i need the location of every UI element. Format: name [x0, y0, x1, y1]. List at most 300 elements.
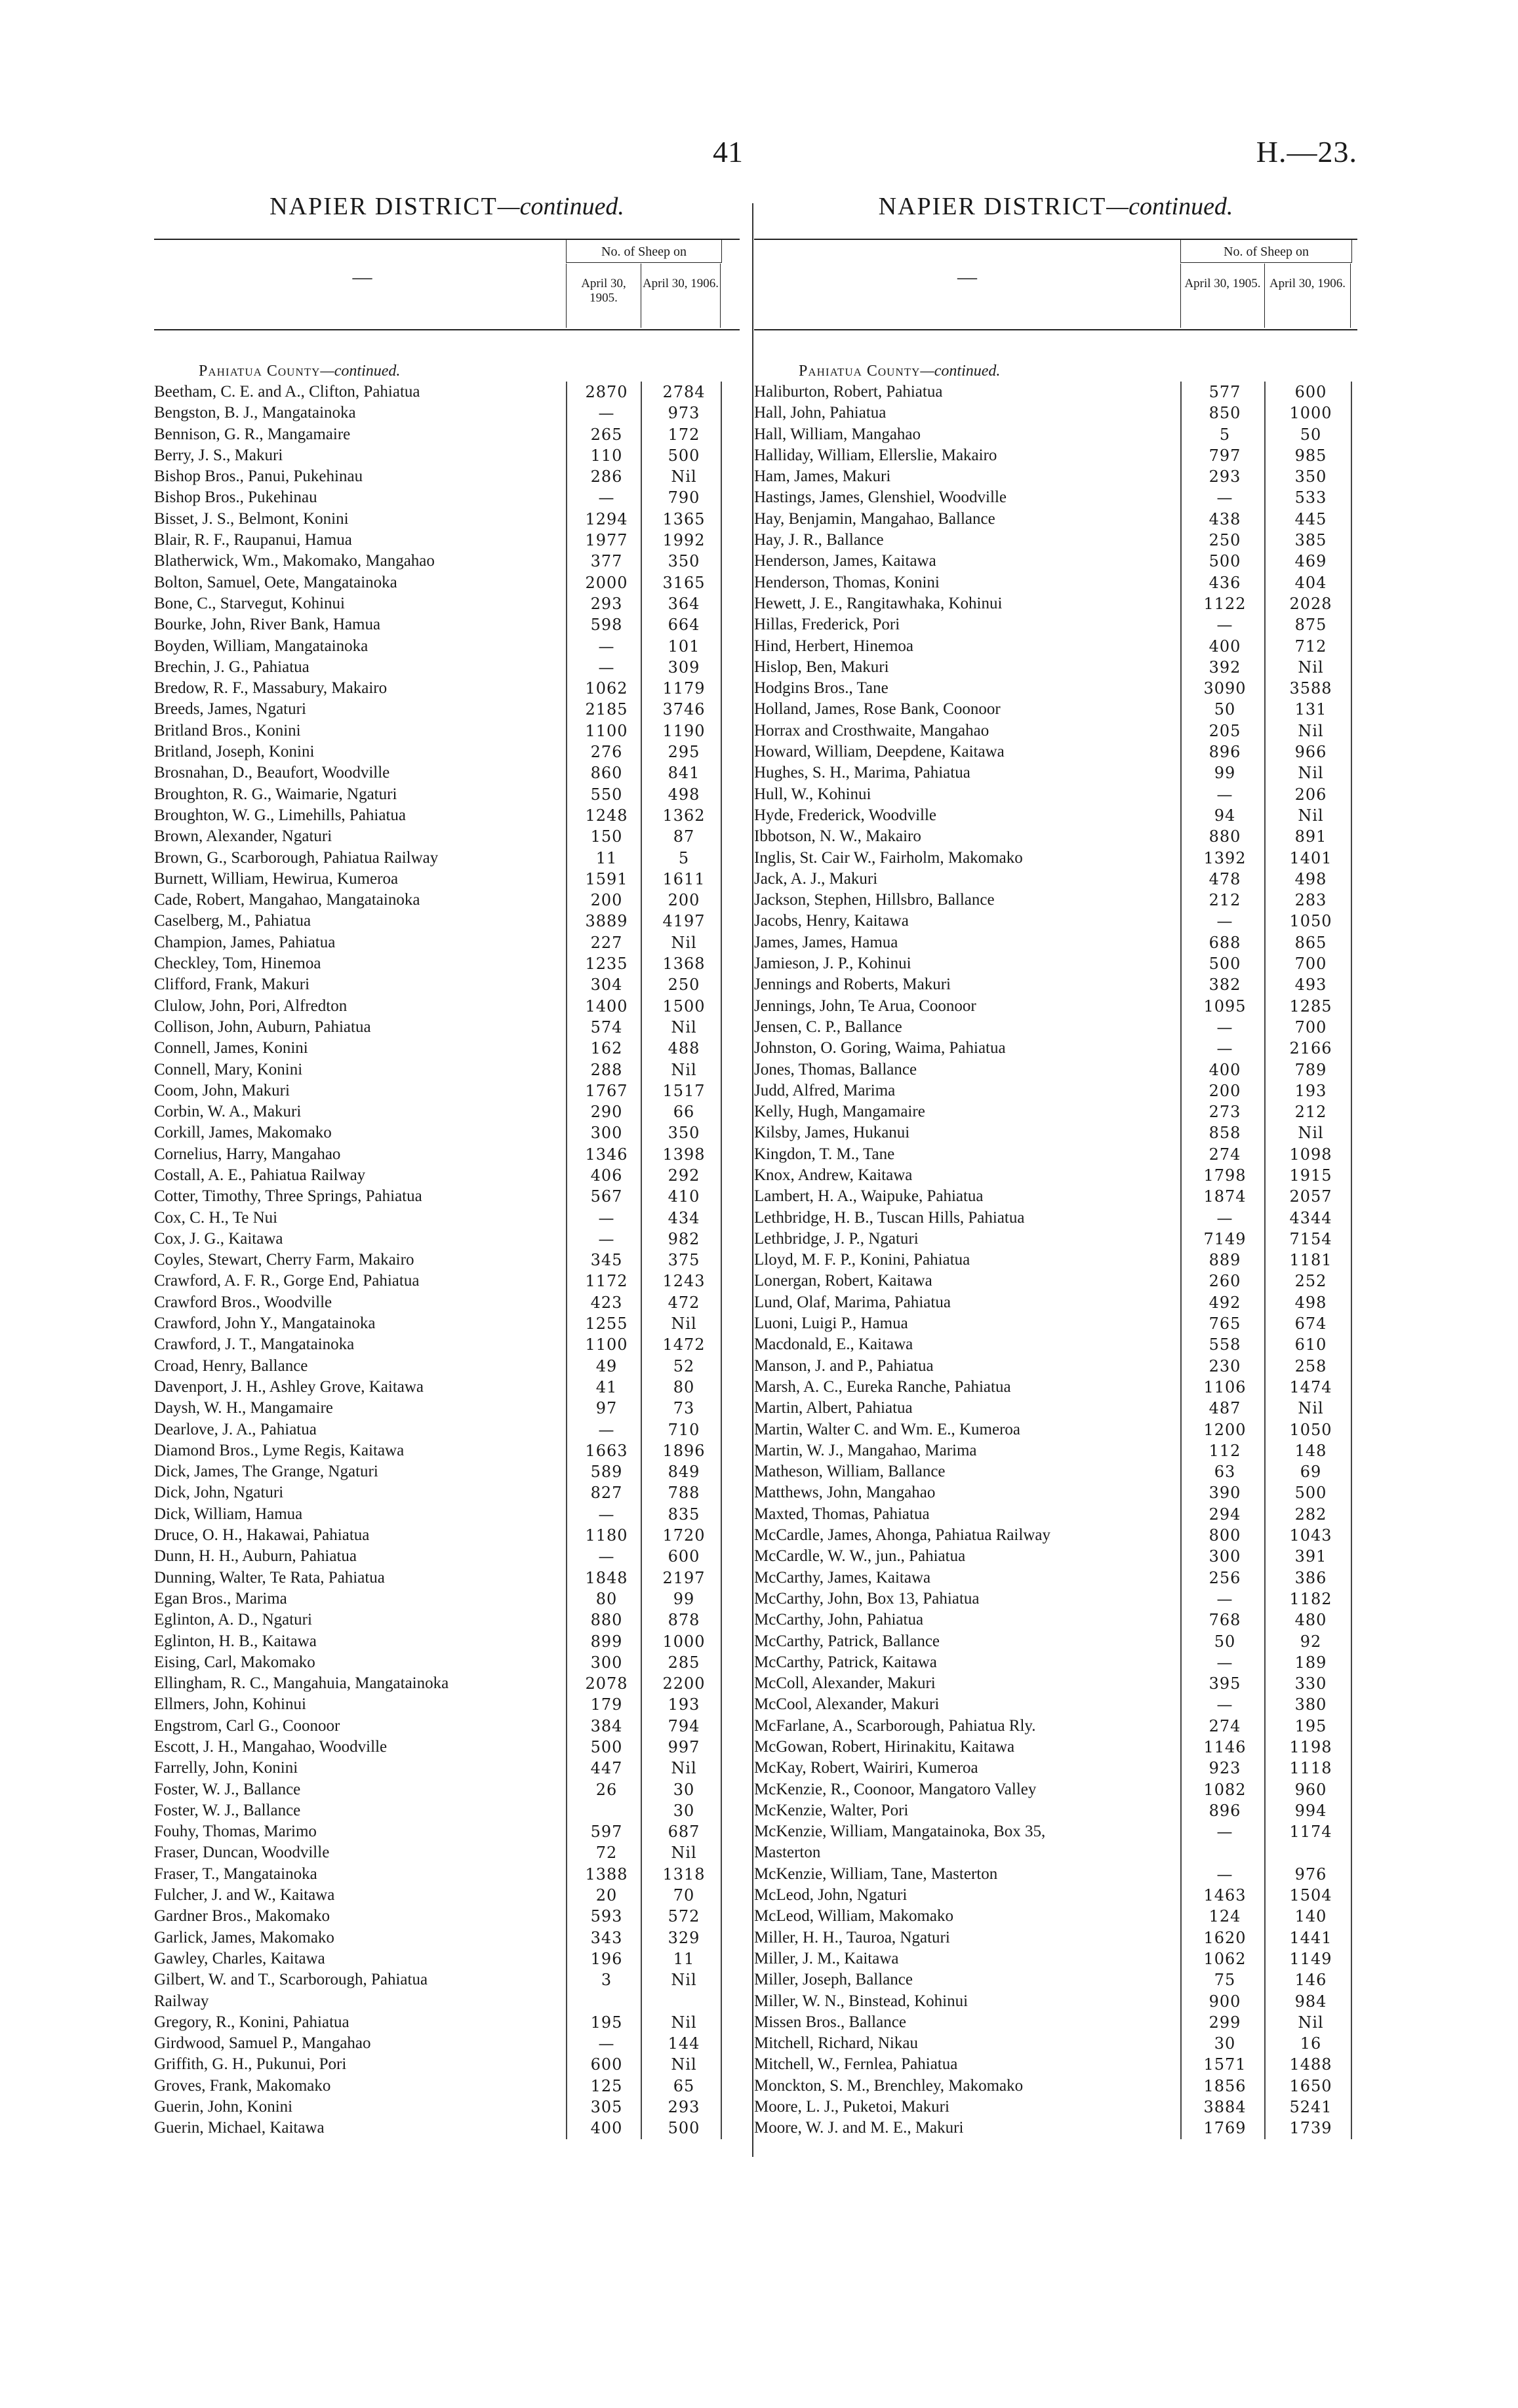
owner-name: Hastings, James, Glenshiel, Woodville: [754, 488, 1007, 507]
sheep-1905: —: [1216, 1695, 1233, 1714]
table-row: [154, 1885, 740, 1906]
sheep-1906: Nil: [671, 2055, 697, 2074]
sheep-1905: 1346: [585, 1145, 628, 1164]
table-row: [754, 1631, 1357, 1652]
sheep-1906: 1179: [662, 679, 706, 698]
sheep-1905: 30: [1214, 2034, 1236, 2053]
sheep-1905: 1388: [585, 1865, 628, 1884]
sheep-1905: 1798: [1203, 1166, 1247, 1185]
owner-name: Eglinton, H. B., Kaitawa: [154, 1632, 317, 1650]
sheep-1906: Nil: [1298, 1399, 1324, 1418]
sheep-1906: Nil: [1298, 721, 1324, 740]
sheep-1905: 1095: [1203, 997, 1247, 1016]
sheep-1906: Nil: [1298, 1124, 1324, 1143]
header-dash: —: [957, 266, 977, 288]
table-row: [754, 1716, 1357, 1737]
table-row: [154, 826, 740, 847]
table-row: [154, 1461, 740, 1482]
table-row: [754, 657, 1357, 678]
owner-name: Manson, J. and P., Pahiatua: [754, 1356, 934, 1375]
sheep-1906: 1149: [1289, 1949, 1332, 1968]
owner-name: Guerin, Michael, Kaitawa: [154, 2119, 325, 2137]
table-row: [154, 1017, 740, 1038]
sheep-1905: 487: [1208, 1399, 1241, 1418]
sheep-1905: 7149: [1203, 1229, 1247, 1248]
table-row: [754, 2076, 1357, 2097]
sheep-1905: 384: [590, 1716, 623, 1735]
sheep-1905: 63: [1214, 1463, 1236, 1482]
sheep-1905: 286: [590, 467, 623, 486]
sheep-1906: 498: [1294, 869, 1327, 888]
sheep-1906: 385: [1294, 531, 1327, 550]
table-row: [754, 1821, 1357, 1842]
sheep-1906: 488: [668, 1039, 700, 1058]
sheep-1905: —: [1216, 912, 1233, 931]
sheep-1906: 144: [668, 2034, 700, 2053]
sheep-1905: —: [598, 637, 615, 656]
table-row: [154, 1038, 740, 1059]
owner-name: Coyles, Stewart, Cherry Farm, Makairo: [154, 1251, 414, 1269]
table-row: [754, 1080, 1357, 1101]
sheep-1906: 1181: [1289, 1251, 1332, 1270]
table-row: [154, 1800, 740, 1821]
table-row: [754, 1017, 1357, 1038]
header-april-1906: April 30, 1906.: [1264, 264, 1351, 328]
sheep-1906: Nil: [671, 1060, 697, 1079]
owner-name: Bishop Bros., Panui, Pukehinau: [154, 467, 363, 486]
sheep-1906: 1043: [1289, 1526, 1332, 1545]
table-row: [754, 382, 1357, 403]
owner-name: McCardle, James, Ahonga, Pahiatua Railway: [754, 1526, 1050, 1545]
sheep-1906: 1050: [1289, 912, 1332, 931]
table-row: [154, 932, 740, 953]
sheep-1905: 300: [590, 1653, 623, 1672]
table-row: [154, 1271, 740, 1292]
sheep-1905: 492: [1208, 1293, 1241, 1312]
sheep-1906: 1441: [1289, 1928, 1332, 1947]
table-row: [154, 1080, 740, 1101]
column-title: NAPIER DISTRICT—continued.: [878, 193, 1233, 220]
owner-name: Kilsby, James, Hukanui: [754, 1124, 910, 1142]
sheep-1905: 3884: [1203, 2098, 1247, 2117]
owner-name: McLeod, John, Ngaturi: [754, 1886, 908, 1905]
owner-name: Clifford, Frank, Makuri: [154, 976, 310, 994]
owner-name: Missen Bros., Ballance: [754, 2013, 906, 2031]
sheep-1906: 687: [668, 1823, 700, 1842]
table-row: [754, 2033, 1357, 2054]
table-row: [154, 1779, 740, 1800]
sheep-1906: Nil: [671, 1759, 697, 1778]
sheep-1905: 889: [1208, 1251, 1241, 1270]
sheep-1906: Nil: [671, 1017, 697, 1036]
sheep-1905: 3: [601, 1971, 612, 1990]
sheep-1905: 99: [1214, 764, 1236, 783]
sheep-1906: 841: [668, 764, 700, 783]
table-row: [154, 1631, 740, 1652]
owner-name: Ellingham, R. C., Mangahuia, Mangatainoka: [154, 1674, 449, 1693]
owner-name: Bredow, R. F., Massabury, Makairo: [154, 679, 388, 698]
sheep-1906: 380: [1294, 1695, 1327, 1714]
owner-name: McKenzie, Walter, Pori: [754, 1801, 909, 1819]
sheep-1906: 330: [1294, 1674, 1327, 1693]
sheep-1905: 574: [590, 1017, 623, 1036]
sheep-1906: 1474: [1289, 1377, 1332, 1396]
owner-name: Berry, J. S., Makuri: [154, 446, 283, 464]
owner-name: Broughton, W. G., Limehills, Pahiatua: [154, 806, 407, 824]
sheep-1905: —: [598, 1208, 615, 1227]
owner-name: McLeod, William, Makomako: [754, 1907, 954, 1925]
sheep-1905: 97: [595, 1399, 618, 1418]
sheep-1905: 1248: [585, 806, 628, 825]
owner-name: Macdonald, E., Kaitawa: [754, 1335, 913, 1354]
sheep-1905: 72: [595, 1844, 618, 1863]
sheep-1906: Nil: [1298, 658, 1324, 677]
owner-name: Jones, Thomas, Ballance: [754, 1060, 917, 1078]
sheep-1906: 3165: [662, 573, 706, 592]
table-row: [754, 636, 1357, 657]
sheep-1905: 343: [590, 1928, 623, 1947]
owner-name: Bourke, John, River Bank, Hamua: [154, 616, 381, 634]
owner-name: Collison, John, Auburn, Pahiatua: [154, 1017, 371, 1036]
owner-name: Lethbridge, J. P., Ngaturi: [754, 1229, 919, 1248]
owner-name: Britland, Joseph, Konini: [154, 743, 315, 761]
sheep-1905: —: [598, 404, 615, 423]
sheep-1905: 3889: [585, 912, 628, 931]
table-row: [154, 1609, 740, 1630]
table-row: [154, 1758, 740, 1779]
sheep-1906: 1362: [662, 806, 706, 825]
sheep-1906: 189: [1294, 1653, 1327, 1672]
sheep-1906: 65: [673, 2076, 695, 2095]
table-row: [154, 487, 740, 508]
table-row: [754, 1758, 1357, 1779]
sheep-1905: 896: [1208, 743, 1241, 762]
sheep-1905: 392: [1208, 658, 1241, 677]
sheep-1905: 1769: [1203, 2119, 1247, 2138]
sheep-1905: —: [1216, 1589, 1233, 1608]
owner-name: Corbin, W. A., Makuri: [154, 1103, 302, 1121]
owner-name: Johnston, O. Goring, Waima, Pahiatua: [754, 1039, 1006, 1057]
owner-name: Dick, William, Hamua: [154, 1505, 303, 1523]
sheep-1905: 274: [1208, 1145, 1241, 1164]
sheep-1905: 1294: [585, 509, 628, 528]
left-column: [154, 190, 740, 2139]
sheep-1906: 4197: [662, 912, 706, 931]
owner-name: Hay, J. R., Ballance: [754, 531, 884, 549]
sheep-1905: 276: [590, 743, 623, 762]
owner-name: Gawley, Charles, Kaitawa: [154, 1949, 325, 1967]
owner-name: Kingdon, T. M., Tane: [754, 1145, 895, 1163]
table-row: [154, 2012, 740, 2033]
owner-name: Egan Bros., Marima: [154, 1589, 287, 1608]
sheep-1906: 1915: [1289, 1166, 1332, 1185]
table-row: [154, 2076, 740, 2097]
sheep-1906: 1050: [1289, 1420, 1332, 1439]
owner-name: Bennison, G. R., Mangamaire: [154, 425, 351, 443]
column-rule: [1180, 382, 1182, 2139]
county-heading: Pahiatua County—continued.: [199, 363, 401, 380]
owner-name: Bolton, Samuel, Oete, Mangatainoka: [154, 573, 397, 591]
table-row: [754, 2097, 1357, 2118]
owner-name: McFarlane, A., Scarborough, Pahiatua Rly.: [754, 1716, 1036, 1735]
table-row: [754, 699, 1357, 720]
owner-name: Hislop, Ben, Makuri: [754, 658, 889, 676]
table-row: [154, 657, 740, 678]
sheep-1906: 30: [673, 1801, 695, 1820]
sheep-1906: 700: [1294, 1017, 1327, 1036]
table-row: [154, 848, 740, 869]
owner-name: Connell, Mary, Konini: [154, 1060, 303, 1078]
sheep-1905: 260: [1208, 1272, 1241, 1291]
owner-name: Diamond Bros., Lyme Regis, Kaitawa: [154, 1441, 405, 1459]
table-row: [754, 890, 1357, 911]
owner-name: Lonergan, Robert, Kaitawa: [754, 1272, 932, 1290]
table-row: [754, 2118, 1357, 2139]
owner-name: McKenzie, R., Coonoor, Mangatoro Valley: [754, 1780, 1037, 1798]
owner-name: Lethbridge, H. B., Tuscan Hills, Pahiatua: [754, 1208, 1025, 1227]
sheep-1906: 1720: [662, 1526, 706, 1545]
owner-name: Matheson, William, Ballance: [754, 1463, 946, 1481]
owner-name: Henderson, James, Kaitawa: [754, 552, 936, 570]
sheep-1906: 674: [1294, 1314, 1327, 1333]
owner-name: Judd, Alfred, Marima: [754, 1081, 896, 1099]
sheep-1905: 1106: [1203, 1377, 1247, 1396]
table-row: [754, 551, 1357, 572]
sheep-1905: 423: [590, 1293, 623, 1312]
owner-name: Broughton, R. G., Waimarie, Ngaturi: [154, 785, 397, 803]
table-row: [754, 1546, 1357, 1567]
sheep-1906: 206: [1294, 785, 1327, 804]
sheep-1905: —: [598, 1229, 615, 1248]
sheep-1905: —: [598, 1420, 615, 1439]
table-row: [754, 572, 1357, 593]
sheep-1905: 256: [1208, 1568, 1241, 1587]
sheep-1905: 382: [1208, 976, 1241, 995]
sheep-1906: 258: [1294, 1356, 1327, 1375]
table-row: [154, 2033, 740, 2054]
table-row: [754, 1419, 1357, 1440]
owner-name: Martin, Albert, Pahiatua: [754, 1399, 913, 1417]
sheep-1905: 880: [1208, 827, 1241, 846]
sheep-1905: —: [1216, 1017, 1233, 1036]
owner-name: Kelly, Hugh, Mangamaire: [754, 1103, 925, 1121]
sheep-1906: 5241: [1289, 2098, 1332, 2117]
table-row: [154, 1969, 740, 1990]
sheep-1905: 1856: [1203, 2076, 1247, 2095]
sheep-1905: 150: [590, 827, 623, 846]
sheep-1906: 973: [668, 404, 700, 423]
sheep-1905: 290: [590, 1103, 623, 1122]
sheep-1906: 712: [1294, 637, 1327, 656]
owner-name: Garlick, James, Makomako: [154, 1928, 334, 1946]
table-row: [154, 1821, 740, 1842]
sheep-1906: 700: [1294, 955, 1327, 974]
table-row: [754, 1356, 1357, 1377]
sheep-1905: 395: [1208, 1674, 1241, 1693]
sheep-1906: 664: [668, 616, 700, 635]
sheep-1906: 87: [673, 827, 695, 846]
owner-name: Crawford, J. T., Mangatainoka: [154, 1335, 355, 1354]
table-row: [154, 953, 740, 974]
sheep-1906: 66: [673, 1103, 695, 1122]
header-april-1906: April 30, 1906.: [641, 264, 721, 328]
sheep-1905: 124: [1208, 1907, 1241, 1926]
table-row: [154, 1589, 740, 1609]
owner-name: Mitchell, W., Fernlea, Pahiatua: [754, 2055, 958, 2074]
table-row: [754, 2054, 1357, 2075]
sheep-1906: 835: [668, 1505, 700, 1524]
sheep-1905: 593: [590, 1907, 623, 1926]
sheep-1906: 404: [1294, 573, 1327, 592]
owner-name: Druce, O. H., Hakawai, Pahiatua: [154, 1526, 370, 1545]
sheep-1905: 1663: [585, 1441, 628, 1460]
owner-name: Dick, John, Ngaturi: [154, 1484, 284, 1502]
table-row: [754, 1673, 1357, 1694]
owner-name: Fouhy, Thomas, Marimo: [154, 1823, 317, 1841]
sheep-1906: 1739: [1289, 2119, 1332, 2138]
column-title: NAPIER DISTRICT—continued.: [270, 193, 624, 220]
owner-name: Hillas, Frederick, Pori: [754, 616, 900, 634]
owner-name: Escott, J. H., Mangahao, Woodville: [154, 1738, 388, 1756]
sheep-1905: —: [1216, 1208, 1233, 1227]
sheep-1906: 309: [668, 658, 700, 677]
sheep-1905: 265: [590, 425, 623, 444]
owner-name: Jackson, Stephen, Hillsbro, Ballance: [754, 891, 995, 909]
sheep-1906: 295: [668, 743, 700, 762]
owner-name: McColl, Alexander, Makuri: [754, 1674, 936, 1693]
sheep-1906: 391: [1294, 1547, 1327, 1566]
table-row: [154, 869, 740, 890]
table-row: [154, 678, 740, 699]
table-row: [754, 1800, 1357, 1821]
table-row: [154, 1122, 740, 1143]
sheep-1906: 80: [673, 1377, 695, 1396]
column-rule: [1351, 382, 1352, 2139]
owner-name: Cox, J. G., Kaitawa: [154, 1229, 283, 1248]
table-row: [154, 699, 740, 720]
sheep-1906: 789: [1294, 1060, 1327, 1079]
sheep-1905: 1100: [585, 721, 628, 740]
owner-name: Railway: [154, 1992, 209, 2010]
sheep-1905: 125: [590, 2076, 623, 2095]
sheep-1905: —: [1216, 616, 1233, 635]
table-row: [154, 1144, 740, 1165]
sheep-1906: 610: [1294, 1335, 1327, 1354]
sheep-1906: 1368: [662, 955, 706, 974]
sheep-1906: 92: [1300, 1632, 1322, 1651]
sheep-1906: 1182: [1289, 1589, 1332, 1608]
sheep-1905: 75: [1214, 1971, 1236, 1990]
sheep-1905: 2078: [585, 1674, 628, 1693]
owner-name: Beetham, C. E. and A., Clifton, Pahiatua: [154, 383, 420, 401]
sheep-1905: 288: [590, 1060, 623, 1079]
owner-name: Cade, Robert, Mangahao, Mangatainoka: [154, 891, 420, 909]
owner-name: Horrax and Crosthwaite, Mangahao: [754, 721, 989, 740]
sheep-1906: 600: [668, 1547, 700, 1566]
column-divider: [752, 203, 753, 2157]
sheep-1905: 827: [590, 1484, 623, 1503]
table-row: [154, 1165, 740, 1186]
sheep-1905: 179: [590, 1695, 623, 1714]
owner-name: Girdwood, Samuel P., Mangahao: [154, 2034, 371, 2053]
right-column: [754, 190, 1357, 2139]
table-row: [154, 1504, 740, 1525]
sheep-1905: 765: [1208, 1314, 1241, 1333]
owner-name: Bone, C., Starvegut, Kohinui: [154, 594, 345, 612]
sheep-1906: 982: [668, 1229, 700, 1248]
table-row: [154, 1948, 740, 1969]
sheep-1906: 794: [668, 1716, 700, 1735]
owner-name: Hall, John, Pahiatua: [754, 404, 887, 422]
sheep-1905: 858: [1208, 1124, 1241, 1143]
sheep-1905: —: [1216, 488, 1233, 507]
sheep-1906: 2784: [662, 383, 706, 401]
owner-name: Caselberg, M., Pahiatua: [154, 912, 311, 930]
sheep-1906: 283: [1294, 891, 1327, 910]
sheep-1906: 1000: [662, 1632, 706, 1651]
owner-name: Cox, C. H., Te Nui: [154, 1208, 278, 1227]
sheep-1906: 875: [1294, 616, 1327, 635]
sheep-1905: 896: [1208, 1801, 1241, 1820]
owner-name: Matthews, John, Mangahao: [754, 1484, 936, 1502]
owner-name: Lambert, H. A., Waipuke, Pahiatua: [754, 1187, 984, 1206]
sheep-1905: 899: [590, 1632, 623, 1651]
table-row: [754, 1165, 1357, 1186]
sheep-1906: 1190: [662, 721, 706, 740]
table-row: [754, 1568, 1357, 1589]
sheep-1906: 252: [1294, 1272, 1327, 1291]
table-row: [754, 1779, 1357, 1800]
sheep-1906: 146: [1294, 1971, 1327, 1990]
sheep-1906: Nil: [671, 1971, 697, 1990]
table-row: [754, 974, 1357, 995]
sheep-1905: 1122: [1203, 594, 1247, 613]
owner-name: Miller, Joseph, Ballance: [754, 1971, 913, 1989]
owner-name: Luoni, Luigi P., Hamua: [754, 1314, 908, 1333]
table-row: [154, 1906, 740, 1927]
sheep-1905: 304: [590, 976, 623, 995]
table-row: [154, 1186, 740, 1207]
owner-list: [754, 382, 1357, 2139]
sheep-1906: 1488: [1289, 2055, 1332, 2074]
sheep-1906: 1517: [662, 1081, 706, 1100]
owner-name: Croad, Henry, Ballance: [154, 1356, 308, 1375]
table-row: [754, 1885, 1357, 1906]
table-row: [754, 1101, 1357, 1122]
sheep-1906: 1504: [1289, 1886, 1332, 1905]
owner-name: Dunn, H. H., Auburn, Pahiatua: [154, 1547, 357, 1566]
sheep-1906: Nil: [671, 1844, 697, 1863]
sheep-1906: 1318: [662, 1865, 706, 1884]
table-row: [754, 1038, 1357, 1059]
sheep-count-group-header: No. of Sheep on: [1180, 240, 1352, 263]
owner-name: McCarthy, John, Pahiatua: [754, 1611, 924, 1629]
sheep-1905: 41: [595, 1377, 618, 1396]
sheep-1906: 350: [1294, 467, 1327, 486]
sheep-1905: 567: [590, 1187, 623, 1206]
table-row: [754, 1482, 1357, 1503]
table-row: [754, 784, 1357, 805]
sheep-1906: 1500: [662, 997, 706, 1016]
header-dash: —: [352, 266, 372, 288]
sheep-1906: 1285: [1289, 997, 1332, 1016]
table-row: [154, 741, 740, 762]
sheep-1905: 400: [1208, 1060, 1241, 1079]
table-row: [754, 678, 1357, 699]
sheep-1905: —: [598, 1505, 615, 1524]
owner-name: Crawford, John Y., Mangatainoka: [154, 1314, 376, 1333]
table-row: [754, 1948, 1357, 1969]
